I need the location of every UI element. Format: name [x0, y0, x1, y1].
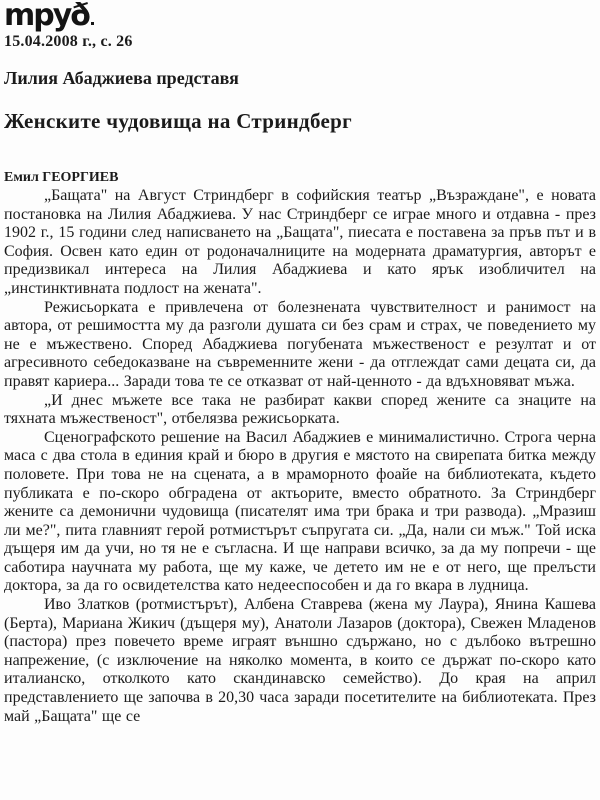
article-paragraph: Сценографското решение на Васил Абаджиев е минималистично. Строга черна маса с два стола в единия край и бюро в другия е мястото на свирепата битка между половете. При това не на сцената, а в мраморното фоайе на библиотеката, където публиката е по-скоро обградена от актьорите, вместо обратното. За Стриндберг жените са демонични чудовища (писателят има три брака и три развода). „Мразиш ли ме?", пита главният герой ротмистърът съпругата си. „Да, нали си мъж." Той иска дъщеря им да учи, но тя не е съгласна. И ще направи всичко, за да му попречи - ще саботира научната му работа, ще му каже, че детето им не е от него, ще прелъсти доктора, за да го освидетелства като недееспособен и да го вкара в лудница. — [4, 428, 596, 595]
article-kicker: Лилия Абаджиева представя — [4, 68, 239, 88]
logo-trademark-dot — [91, 22, 94, 25]
trud-newspaper-logo: mpyð — [4, 0, 89, 33]
article-title: Женските чудовища на Стриндберг — [4, 109, 352, 133]
article-paragraph: „И днес мъжете все така не разбират какви според жените са знаците на тяхната мъжественост", отбелязва режисьорката. — [4, 391, 596, 428]
article-paragraph: „Бащата" на Август Стриндберг в софийския театър „Възраждане", е новата постановка на Лилия Абаджиева. У нас Стриндберг се играе много и отдавна - през 1902 г., 15 години след написването на „Бащата", пиесата е поставена за пръв път и в София. Освен като един от родоначалниците на модерната драматургия, авторът е предизвикал интереса на Лилия Абаджиева и като ярък изобличител на „инстинктивната подлост на жената". — [4, 187, 596, 297]
article-paragraph: Режисьорката е привлечена от болезнената чувствителност и ранимост на автора, от решимостта му да разголи душата си без срам и страх, че поведението му не е мъжествено. Според Абаджиева погубената мъжественост е резултат и от агресивното себедоказване на съвременните жени - да отглеждат сами децата си, да правят кариера... Заради това те се отказват от най-ценното - да вдъхновяват мъжа. — [4, 298, 596, 390]
newspaper-masthead — [4, 0, 596, 33]
article-byline: Емил ГЕОРГИЕВ — [4, 170, 119, 185]
issue-dateline: 15.04.2008 г., с. 26 — [4, 33, 133, 50]
article-body — [4, 187, 596, 726]
article-paragraph: Иво Златков (ротмистърът), Албена Ставрева (жена му Лаура), Янина Кашева (Берта), Мариана Жикич (дъщеря му), Анатоли Лазаров (доктора), Свежен Младенов (пастора) през повечето време играят външно сдържано, но с дълбоко вътрешно напрежение, (с изключение на няколко момента, в които се държат по-скоро като италианско, отколкото като скандинавско семейство). До края на април представлението ще започва в 20,30 часа заради посетителите на библиотеката. През май „Бащата" ще се — [4, 596, 596, 725]
